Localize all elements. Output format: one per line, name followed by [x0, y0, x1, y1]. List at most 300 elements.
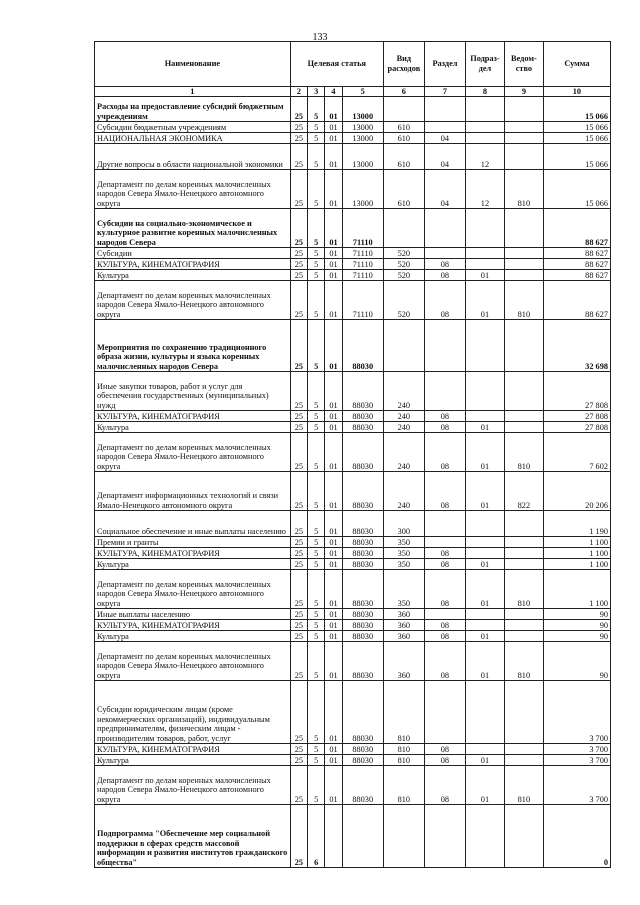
table-row	[95, 97, 611, 122]
target-article-main-event: 01	[325, 259, 342, 270]
row-name: Культура	[95, 559, 291, 570]
sum-value: 1 100	[543, 570, 610, 609]
table-row	[95, 609, 611, 620]
section: 08	[424, 472, 465, 511]
sum-value: 32 698	[543, 320, 610, 372]
target-article-program: 25	[290, 620, 307, 631]
target-article-direction: 71110	[342, 270, 383, 281]
expense-type: 350	[383, 570, 424, 609]
expense-type: 520	[383, 248, 424, 259]
row-name: Субсидии на социально-экономическое и культурное развитие коренных малочисленных народов Севера	[95, 209, 291, 248]
table-row	[95, 511, 611, 537]
target-article-direction: 88030	[342, 548, 383, 559]
row-name: Расходы на предоставление субсидий бюджетным учреждениям	[95, 97, 291, 122]
expense-type: 350	[383, 548, 424, 559]
target-article-main-event: 01	[325, 472, 342, 511]
target-article-direction: 71110	[342, 209, 383, 248]
row-name: КУЛЬТУРА, КИНЕМАТОГРАФИЯ	[95, 744, 291, 755]
row-name: Культура	[95, 755, 291, 766]
page-number: 133	[312, 32, 328, 43]
col-number: 2	[290, 87, 307, 97]
sum-value: 7 602	[543, 433, 610, 472]
table-row	[95, 744, 611, 755]
subsection: 01	[465, 631, 504, 642]
target-article-subprogram: 5	[308, 548, 325, 559]
table-row	[95, 805, 611, 868]
target-article-program: 25	[290, 570, 307, 609]
department-code	[504, 248, 543, 259]
target-article-program: 25	[290, 122, 307, 133]
sum-value: 3 700	[543, 681, 610, 744]
target-article-program: 25	[290, 320, 307, 372]
table-row	[95, 755, 611, 766]
row-name: Субсидии юридическим лицам (кроме некоммерческих организаций), индивидуальным предпринимателям, физическим лицам - производителям товаров, работ, услуг	[95, 681, 291, 744]
target-article-direction: 88030	[342, 422, 383, 433]
target-article-direction: 88030	[342, 631, 383, 642]
sum-value: 90	[543, 642, 610, 681]
department-code	[504, 97, 543, 122]
target-article-direction: 71110	[342, 281, 383, 320]
col-number: 9	[504, 87, 543, 97]
table-row	[95, 248, 611, 259]
target-article-direction: 71110	[342, 248, 383, 259]
col-number: 3	[308, 87, 325, 97]
expense-type	[383, 320, 424, 372]
header-subsection: Подраз- дел	[465, 42, 504, 87]
target-article-subprogram: 5	[308, 766, 325, 805]
subsection	[465, 620, 504, 631]
expense-type: 810	[383, 766, 424, 805]
sum-value: 88 627	[543, 248, 610, 259]
target-article-main-event: 01	[325, 642, 342, 681]
target-article-subprogram: 5	[308, 248, 325, 259]
target-article-main-event: 01	[325, 372, 342, 411]
target-article-program: 25	[290, 422, 307, 433]
target-article-program: 25	[290, 642, 307, 681]
target-article-main-event: 01	[325, 511, 342, 537]
department-code: 810	[504, 170, 543, 209]
target-article-program: 25	[290, 281, 307, 320]
header-name: Наименование	[95, 42, 291, 87]
target-article-program: 25	[290, 433, 307, 472]
table-row	[95, 570, 611, 609]
expense-type: 240	[383, 372, 424, 411]
row-name: КУЛЬТУРА, КИНЕМАТОГРАФИЯ	[95, 259, 291, 270]
section: 08	[424, 620, 465, 631]
row-name: Культура	[95, 631, 291, 642]
subsection	[465, 209, 504, 248]
target-article-program: 25	[290, 97, 307, 122]
header-section: Раздел	[424, 42, 465, 87]
row-name: Иные выплаты населению	[95, 609, 291, 620]
subsection: 01	[465, 433, 504, 472]
target-article-main-event: 01	[325, 248, 342, 259]
department-code	[504, 209, 543, 248]
subsection	[465, 411, 504, 422]
target-article-subprogram: 5	[308, 170, 325, 209]
expense-type: 610	[383, 122, 424, 133]
department-code	[504, 805, 543, 868]
row-name: Премии и гранты	[95, 537, 291, 548]
sum-value: 90	[543, 620, 610, 631]
col-number: 10	[543, 87, 610, 97]
target-article-direction: 88030	[342, 744, 383, 755]
target-article-subprogram: 5	[308, 681, 325, 744]
expense-type: 610	[383, 133, 424, 144]
table-row	[95, 642, 611, 681]
target-article-main-event: 01	[325, 537, 342, 548]
department-code	[504, 620, 543, 631]
sum-value: 88 627	[543, 270, 610, 281]
department-code	[504, 744, 543, 755]
target-article-direction: 88030	[342, 681, 383, 744]
row-name: КУЛЬТУРА, КИНЕМАТОГРАФИЯ	[95, 411, 291, 422]
sum-value: 27 808	[543, 372, 610, 411]
expense-type: 360	[383, 620, 424, 631]
target-article-main-event: 01	[325, 170, 342, 209]
section	[424, 122, 465, 133]
table-row	[95, 144, 611, 170]
expense-type	[383, 97, 424, 122]
row-name: Культура	[95, 422, 291, 433]
section: 08	[424, 744, 465, 755]
target-article-program: 25	[290, 537, 307, 548]
col-number: 1	[95, 87, 291, 97]
section: 08	[424, 570, 465, 609]
expense-type: 240	[383, 433, 424, 472]
target-article-direction	[342, 805, 383, 868]
target-article-main-event: 01	[325, 570, 342, 609]
col-number: 6	[383, 87, 424, 97]
target-article-main-event: 01	[325, 548, 342, 559]
target-article-subprogram: 5	[308, 609, 325, 620]
subsection	[465, 133, 504, 144]
target-article-program: 25	[290, 755, 307, 766]
target-article-subprogram: 5	[308, 422, 325, 433]
department-code	[504, 537, 543, 548]
row-name: Субсидии бюджетным учреждениям	[95, 122, 291, 133]
department-code	[504, 259, 543, 270]
department-code	[504, 631, 543, 642]
subsection	[465, 609, 504, 620]
section: 08	[424, 631, 465, 642]
header-target-article: Целевая статья	[290, 42, 383, 87]
table-row	[95, 681, 611, 744]
header-sum: Сумма	[543, 42, 610, 87]
expense-type: 240	[383, 472, 424, 511]
department-code	[504, 270, 543, 281]
section	[424, 320, 465, 372]
target-article-subprogram: 5	[308, 433, 325, 472]
department-code	[504, 411, 543, 422]
department-code	[504, 133, 543, 144]
target-article-subprogram: 5	[308, 97, 325, 122]
table-row	[95, 209, 611, 248]
expense-type: 810	[383, 681, 424, 744]
target-article-program: 25	[290, 609, 307, 620]
col-number: 5	[342, 87, 383, 97]
table-row	[95, 548, 611, 559]
table-row	[95, 472, 611, 511]
sum-value: 88 627	[543, 281, 610, 320]
target-article-direction: 88030	[342, 433, 383, 472]
target-article-subprogram: 6	[308, 805, 325, 868]
target-article-direction: 88030	[342, 642, 383, 681]
department-code	[504, 548, 543, 559]
row-name: Департамент по делам коренных малочисленных народов Севера Ямало-Ненецкого автономного округа	[95, 570, 291, 609]
sum-value: 15 066	[543, 144, 610, 170]
target-article-program: 25	[290, 511, 307, 537]
row-name: Департамент по делам коренных малочисленных народов Севера Ямало-Ненецкого автономного округа	[95, 433, 291, 472]
target-article-direction: 88030	[342, 620, 383, 631]
table-header	[95, 42, 611, 87]
table-row	[95, 170, 611, 209]
target-article-direction: 13000	[342, 170, 383, 209]
target-article-subprogram: 5	[308, 144, 325, 170]
table-row	[95, 559, 611, 570]
target-article-subprogram: 5	[308, 755, 325, 766]
row-name: Департамент по делам коренных малочисленных народов Севера Ямало-Ненецкого автономного округа	[95, 170, 291, 209]
department-code	[504, 511, 543, 537]
target-article-main-event: 01	[325, 609, 342, 620]
section	[424, 209, 465, 248]
target-article-direction: 88030	[342, 570, 383, 609]
sum-value: 0	[543, 805, 610, 868]
expense-type: 360	[383, 631, 424, 642]
section: 04	[424, 133, 465, 144]
target-article-program: 25	[290, 631, 307, 642]
sum-value: 15 066	[543, 170, 610, 209]
col-number: 8	[465, 87, 504, 97]
subsection	[465, 248, 504, 259]
subsection: 01	[465, 570, 504, 609]
subsection	[465, 372, 504, 411]
col-number: 4	[325, 87, 342, 97]
expense-type: 300	[383, 511, 424, 537]
target-article-main-event: 01	[325, 631, 342, 642]
row-name: Другие вопросы в области национальной экономики	[95, 144, 291, 170]
target-article-program: 25	[290, 270, 307, 281]
target-article-direction: 88030	[342, 537, 383, 548]
table-row	[95, 766, 611, 805]
target-article-program: 25	[290, 372, 307, 411]
table-row	[95, 631, 611, 642]
header-department: Ведом- ство	[504, 42, 543, 87]
target-article-direction: 88030	[342, 511, 383, 537]
subsection: 01	[465, 642, 504, 681]
table-row	[95, 320, 611, 372]
sum-value: 90	[543, 609, 610, 620]
target-article-direction: 88030	[342, 372, 383, 411]
subsection: 01	[465, 766, 504, 805]
expense-type: 610	[383, 144, 424, 170]
target-article-main-event: 01	[325, 133, 342, 144]
section: 04	[424, 144, 465, 170]
sum-value: 20 206	[543, 472, 610, 511]
target-article-subprogram: 5	[308, 372, 325, 411]
target-article-subprogram: 5	[308, 472, 325, 511]
target-article-main-event: 01	[325, 766, 342, 805]
expense-type: 520	[383, 259, 424, 270]
subsection: 01	[465, 270, 504, 281]
sum-value: 3 700	[543, 766, 610, 805]
subsection	[465, 122, 504, 133]
target-article-subprogram: 5	[308, 411, 325, 422]
subsection	[465, 744, 504, 755]
sum-value: 1 100	[543, 548, 610, 559]
sum-value: 15 066	[543, 122, 610, 133]
sum-value: 90	[543, 631, 610, 642]
sum-value: 27 808	[543, 411, 610, 422]
department-code	[504, 320, 543, 372]
table-row	[95, 281, 611, 320]
department-code	[504, 122, 543, 133]
section: 08	[424, 559, 465, 570]
table-row	[95, 270, 611, 281]
target-article-main-event: 01	[325, 122, 342, 133]
sum-value: 3 700	[543, 755, 610, 766]
target-article-subprogram: 5	[308, 122, 325, 133]
header-expense-type: Вид расходов	[383, 42, 424, 87]
subsection	[465, 511, 504, 537]
target-article-program: 25	[290, 209, 307, 248]
section	[424, 537, 465, 548]
target-article-program: 25	[290, 170, 307, 209]
section: 08	[424, 411, 465, 422]
sum-value: 1 100	[543, 537, 610, 548]
target-article-subprogram: 5	[308, 631, 325, 642]
subsection	[465, 548, 504, 559]
department-code: 822	[504, 472, 543, 511]
expense-type: 810	[383, 755, 424, 766]
target-article-subprogram: 5	[308, 511, 325, 537]
expense-type: 610	[383, 170, 424, 209]
row-name: НАЦИОНАЛЬНАЯ ЭКОНОМИКА	[95, 133, 291, 144]
target-article-main-event	[325, 805, 342, 868]
section	[424, 511, 465, 537]
target-article-subprogram: 5	[308, 620, 325, 631]
section	[424, 372, 465, 411]
row-name: Мероприятия по сохранению традиционного образа жизни, культуры и языка коренных малочисленных народов Севера	[95, 320, 291, 372]
row-name: Иные закупки товаров, работ и услуг для обеспечения государственных (муниципальных) нужд	[95, 372, 291, 411]
expense-type: 520	[383, 281, 424, 320]
target-article-program: 25	[290, 472, 307, 511]
sum-value: 88 627	[543, 209, 610, 248]
target-article-subprogram: 5	[308, 744, 325, 755]
expense-type: 240	[383, 411, 424, 422]
target-article-subprogram: 5	[308, 133, 325, 144]
expense-type	[383, 209, 424, 248]
target-article-program: 25	[290, 411, 307, 422]
section: 08	[424, 755, 465, 766]
subsection: 12	[465, 144, 504, 170]
subsection: 01	[465, 755, 504, 766]
target-article-program: 25	[290, 548, 307, 559]
target-article-direction: 71110	[342, 259, 383, 270]
target-article-direction: 13000	[342, 133, 383, 144]
target-article-main-event: 01	[325, 144, 342, 170]
target-article-main-event: 01	[325, 755, 342, 766]
expense-type: 360	[383, 609, 424, 620]
target-article-subprogram: 5	[308, 259, 325, 270]
target-article-main-event: 01	[325, 281, 342, 320]
target-article-main-event: 01	[325, 209, 342, 248]
row-name: Субсидии	[95, 248, 291, 259]
table-row	[95, 537, 611, 548]
target-article-direction: 88030	[342, 411, 383, 422]
section: 08	[424, 642, 465, 681]
target-article-direction: 88030	[342, 609, 383, 620]
target-article-subprogram: 5	[308, 642, 325, 681]
section: 08	[424, 281, 465, 320]
col-number: 7	[424, 87, 465, 97]
target-article-direction: 88030	[342, 755, 383, 766]
subsection	[465, 320, 504, 372]
subsection: 01	[465, 422, 504, 433]
department-code	[504, 422, 543, 433]
expense-type: 360	[383, 642, 424, 681]
target-article-subprogram: 5	[308, 281, 325, 320]
target-article-program: 25	[290, 744, 307, 755]
department-code: 810	[504, 570, 543, 609]
expense-type: 520	[383, 270, 424, 281]
budget-table	[94, 41, 611, 868]
section	[424, 681, 465, 744]
table-row	[95, 372, 611, 411]
row-name: Департамент по делам коренных малочисленных народов Севера Ямало-Ненецкого автономного округа	[95, 766, 291, 805]
table-row	[95, 259, 611, 270]
table-row	[95, 422, 611, 433]
target-article-program: 25	[290, 248, 307, 259]
section	[424, 248, 465, 259]
target-article-main-event: 01	[325, 433, 342, 472]
department-code	[504, 609, 543, 620]
column-numbers-row	[95, 87, 611, 97]
section: 08	[424, 766, 465, 805]
department-code: 810	[504, 281, 543, 320]
target-article-main-event: 01	[325, 320, 342, 372]
target-article-subprogram: 5	[308, 209, 325, 248]
subsection	[465, 259, 504, 270]
target-article-subprogram: 5	[308, 270, 325, 281]
subsection: 01	[465, 281, 504, 320]
target-article-main-event: 01	[325, 620, 342, 631]
target-article-subprogram: 5	[308, 570, 325, 609]
expense-type: 350	[383, 537, 424, 548]
row-name: Социальное обеспечение и иные выплаты населению	[95, 511, 291, 537]
row-name: Департамент по делам коренных малочисленных народов Севера Ямало-Ненецкого автономного округа	[95, 281, 291, 320]
subsection: 01	[465, 559, 504, 570]
target-article-subprogram: 5	[308, 537, 325, 548]
sum-value: 27 808	[543, 422, 610, 433]
sum-value: 1 100	[543, 559, 610, 570]
target-article-program: 25	[290, 259, 307, 270]
expense-type: 810	[383, 744, 424, 755]
department-code	[504, 372, 543, 411]
subsection: 12	[465, 170, 504, 209]
target-article-direction: 13000	[342, 144, 383, 170]
target-article-program: 25	[290, 144, 307, 170]
target-article-main-event: 01	[325, 97, 342, 122]
section: 08	[424, 433, 465, 472]
subsection	[465, 805, 504, 868]
target-article-program: 25	[290, 559, 307, 570]
row-name: Департамент информационных технологий и связи Ямало-Ненецкого автономного округа	[95, 472, 291, 511]
subsection: 01	[465, 472, 504, 511]
target-article-direction: 88030	[342, 472, 383, 511]
target-article-program: 25	[290, 766, 307, 805]
section	[424, 97, 465, 122]
